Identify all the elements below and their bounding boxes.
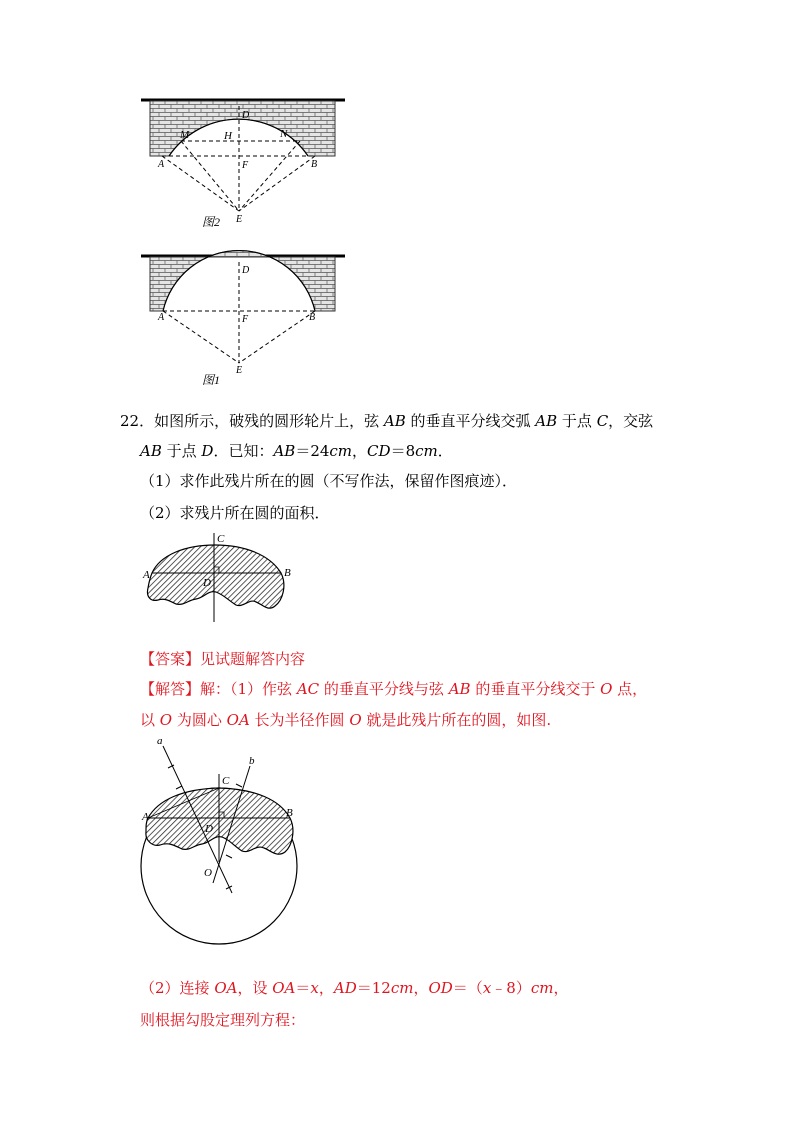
wheel-fragment bbox=[147, 545, 283, 608]
figure-4 bbox=[141, 735, 297, 944]
label-b: B bbox=[311, 159, 318, 170]
line-me bbox=[181, 141, 239, 211]
solution-line-2: 以 O 为圆心 OA 长为半径作圆 O 就是此残片所在的圆，如图. bbox=[140, 711, 552, 729]
label-h: H bbox=[224, 130, 232, 142]
sub-question-2: （2）求残片所在圆的面积． bbox=[140, 504, 330, 522]
line-ae bbox=[163, 311, 239, 363]
solution-last-line: 则根据勾股定理列方程： bbox=[140, 1011, 306, 1029]
label-d: D bbox=[203, 577, 211, 589]
arc-mark bbox=[168, 765, 182, 789]
label-b: B bbox=[284, 567, 291, 579]
label-d: D bbox=[242, 110, 250, 121]
figure-2 bbox=[141, 100, 345, 229]
answer-label: 【答案】见试题解答内容 bbox=[140, 650, 306, 668]
label-o: O bbox=[204, 867, 212, 879]
figure-caption: 图1 bbox=[202, 373, 221, 387]
question-number: 22． bbox=[120, 412, 155, 430]
line-be bbox=[239, 311, 315, 363]
sub-question-1: （1）求作此残片所在的圆（不写作法，保留作图痕迹）． bbox=[140, 472, 518, 490]
label-f: F bbox=[242, 160, 249, 171]
label-e: E bbox=[236, 214, 243, 225]
line-be bbox=[239, 156, 318, 211]
question-line-1: 22．如图所示，破残的圆形轮片上，弦 AB 的垂直平分线交弧 AB 于点 C，交弦 bbox=[120, 412, 654, 430]
label-b: B bbox=[286, 807, 293, 819]
label-a: A bbox=[158, 312, 165, 323]
question-line-2: AB 于点 D．已知：AB＝24cm，CD＝8cm． bbox=[140, 442, 453, 460]
label-e: E bbox=[236, 365, 243, 376]
label-n: N bbox=[280, 128, 288, 140]
label-c: C bbox=[222, 775, 230, 787]
line-ne bbox=[239, 141, 300, 211]
label-a: A bbox=[142, 811, 149, 823]
label-b: B bbox=[309, 312, 316, 323]
figure-3 bbox=[142, 533, 291, 622]
label-a-line: a bbox=[157, 735, 163, 747]
label-b-line: b bbox=[249, 755, 255, 767]
label-a: A bbox=[143, 569, 150, 581]
label-f: F bbox=[242, 314, 249, 325]
label-c: C bbox=[217, 533, 225, 545]
label-d: D bbox=[205, 823, 213, 835]
solution-part-2: （2）连接 OA，设 OA＝x，AD＝12cm，OD＝（x﹣8）cm， bbox=[140, 979, 569, 997]
label-a: A bbox=[158, 159, 165, 170]
solution-line-1: 【解答】解：（1）作弦 AC 的垂直平分线与弦 AB 的垂直平分线交于 O 点， bbox=[140, 680, 648, 698]
label-m: M bbox=[180, 129, 190, 141]
figure-1 bbox=[141, 251, 345, 387]
figure-caption: 图2 bbox=[202, 215, 221, 229]
label-d: D bbox=[242, 265, 250, 276]
